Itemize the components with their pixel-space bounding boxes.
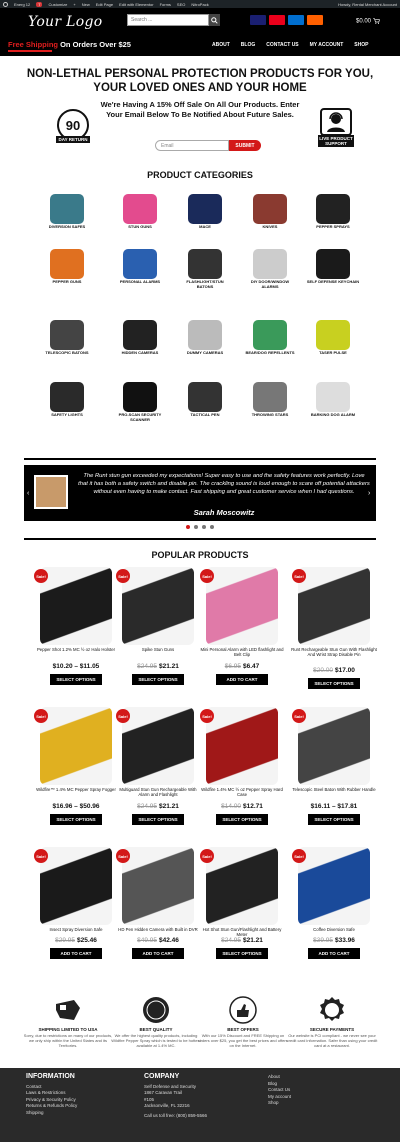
- return-badge-label: DAY RETURN: [56, 136, 90, 143]
- nav-my-account[interactable]: MY ACCOUNT: [309, 42, 344, 48]
- category-label: SAFETY LIGHTS: [51, 412, 83, 417]
- category-flashlight-stun-batons[interactable]: [178, 247, 232, 293]
- category-tactical-pen[interactable]: [178, 380, 232, 426]
- current-price: $42.46: [159, 937, 179, 944]
- discover-card-icon: [307, 15, 323, 25]
- footer-link-blog[interactable]: Blog: [268, 1080, 278, 1086]
- category-throwing-stars[interactable]: [243, 380, 297, 426]
- sale-badge: Sale!: [292, 849, 306, 863]
- category-knives[interactable]: [243, 192, 297, 238]
- feature-secure-payments: [286, 995, 378, 1048]
- nav-shop[interactable]: SHOP: [354, 42, 369, 48]
- category-safety-lights[interactable]: [40, 380, 94, 426]
- product-image[interactable]: [40, 847, 112, 925]
- slider-prev-arrow-icon[interactable]: ‹: [27, 490, 30, 497]
- category-hidden-cameras[interactable]: [113, 318, 167, 364]
- visa-card-icon: [250, 15, 266, 25]
- product-card: [30, 847, 122, 977]
- footer-company-suite: #105: [144, 1096, 155, 1102]
- old-price: $24.95: [221, 937, 241, 944]
- current-price: $10.20 – $11.05: [52, 663, 100, 670]
- product-name[interactable]: Telescopic Steel Baton With Rubber Handle: [292, 787, 376, 792]
- product-image[interactable]: [298, 847, 370, 925]
- slider-dots: [186, 525, 214, 529]
- sale-badge: Sale!: [200, 849, 214, 863]
- category-image: [188, 194, 222, 224]
- select-options-button[interactable]: SELECT OPTIONS: [132, 814, 184, 825]
- select-options-button[interactable]: SELECT OPTIONS: [216, 814, 268, 825]
- product-card: [288, 707, 380, 837]
- product-price: [112, 663, 204, 670]
- feature-title: BEST QUALITY: [139, 1027, 173, 1032]
- current-price: $6.47: [243, 663, 260, 670]
- feature-icon: [141, 995, 171, 1025]
- category-pro-scan-security-scanner[interactable]: [113, 380, 167, 426]
- support-label: LIVE PRODUCT SUPPORT: [319, 136, 353, 146]
- sale-badge: Sale!: [34, 709, 48, 723]
- category-label: TASER PULSE: [319, 350, 347, 355]
- category-image: [50, 382, 84, 412]
- current-price: $21.21: [243, 937, 263, 944]
- current-price: $25.46: [77, 937, 97, 944]
- testimonial-avatar: [34, 475, 68, 509]
- current-price: $12.71: [243, 803, 263, 810]
- sale-badge: Sale!: [116, 849, 130, 863]
- current-price: $21.21: [159, 803, 179, 810]
- current-price: $33.96: [335, 937, 355, 944]
- footer-company-title: COMPANY: [144, 1073, 180, 1080]
- category-image: [316, 194, 350, 224]
- footer-links: [268, 1074, 291, 1107]
- category-barking-dog-alarm[interactable]: [306, 380, 360, 426]
- category-image: [188, 249, 222, 279]
- product-card: [112, 707, 204, 837]
- slider-dot[interactable]: [194, 525, 198, 529]
- product-card: [288, 567, 380, 697]
- popular-products-title: POPULAR PRODUCTS: [151, 550, 249, 560]
- product-price: [288, 667, 380, 674]
- email-input[interactable]: Email: [155, 140, 229, 151]
- product-price: [196, 663, 288, 670]
- select-options-button[interactable]: SELECT OPTIONS: [308, 678, 360, 689]
- product-image[interactable]: [122, 707, 194, 785]
- feature-title: BEST OFFERS: [227, 1027, 259, 1032]
- category-personal-alarms[interactable]: [113, 247, 167, 293]
- current-price: $17.00: [335, 667, 355, 674]
- product-card: [30, 707, 122, 837]
- footer-company-name: Self Defense and Security: [144, 1083, 197, 1089]
- hero-headline-line-2: YOUR LOVED ONES AND YOUR HOME: [93, 82, 307, 94]
- product-image[interactable]: [206, 567, 278, 645]
- product-price: [196, 937, 288, 944]
- category-image: [316, 320, 350, 350]
- product-name[interactable]: Spike Stun Guns: [141, 647, 175, 652]
- feature-shipping-limited-to-usa: [22, 995, 114, 1048]
- current-price: $21.21: [159, 663, 179, 670]
- category-label: BEAR/DOG REPELLENTS: [245, 350, 295, 355]
- category-label: BARKING DOG ALARM: [310, 412, 356, 417]
- slider-dot[interactable]: [210, 525, 214, 529]
- feature-desc: With our 15% Discount and FREE Shipping on orders over $25, you get the best prices and offers on the Internet.: [198, 1033, 288, 1048]
- add-to-cart-button[interactable]: ADD TO CART: [216, 674, 268, 685]
- category-image: [253, 194, 287, 224]
- footer-information: [26, 1074, 77, 1116]
- category-self-defense-keychain[interactable]: [306, 247, 360, 293]
- product-card: [288, 847, 380, 977]
- product-card: [112, 847, 204, 977]
- category-bear-dog-repellents[interactable]: [243, 318, 297, 364]
- category-label: PEPPER GUNS: [52, 279, 82, 284]
- old-price: $29.95: [55, 937, 75, 944]
- feature-desc: Sorry, due to restrictions on many of our products, we only ship within the United States and its Territories.: [23, 1033, 113, 1048]
- category-label: THROWING STARS: [251, 412, 289, 417]
- category-diy-door-window-alarms[interactable]: [243, 247, 297, 293]
- product-name[interactable]: Multiguard Stun Gun Rechargeable With Alarm and Flashlight: [119, 787, 197, 798]
- sale-badge: Sale!: [292, 569, 306, 583]
- mastercard-icon: [269, 15, 285, 25]
- category-pepper-guns[interactable]: [40, 247, 94, 293]
- product-price: [112, 803, 204, 810]
- select-options-button[interactable]: SELECT OPTIONS: [216, 948, 268, 959]
- category-label: PERSONAL ALARMS: [119, 279, 161, 284]
- testimonial-slider: [24, 465, 376, 521]
- footer-info-title: INFORMATION: [26, 1073, 75, 1080]
- feature-desc: We offer the highest quality products, including Wildfire Pepper Spray which is tested to be hottest available at 1.4% MC.: [111, 1033, 201, 1048]
- category-label: HIDDEN CAMERAS: [121, 350, 159, 355]
- admin-item-customize[interactable]: Customize: [48, 1, 68, 7]
- footer-link-shop[interactable]: Shop: [268, 1100, 279, 1105]
- product-card: [196, 567, 288, 697]
- category-image: [253, 249, 287, 279]
- usa-flag-icon: [53, 995, 83, 1025]
- category-image: [188, 382, 222, 412]
- category-image: [253, 382, 287, 412]
- return-badge-icon: 90: [57, 109, 89, 141]
- wordpress-icon[interactable]: [3, 2, 8, 7]
- add-to-cart-button[interactable]: ADD TO CART: [132, 948, 184, 959]
- category-mace[interactable]: [178, 192, 232, 238]
- search-input[interactable]: Search ...: [127, 14, 209, 26]
- old-price: $6.95: [224, 663, 241, 670]
- sale-badge: Sale!: [116, 709, 130, 723]
- nav-blog[interactable]: BLOG: [240, 42, 256, 48]
- footer-link-contact-us[interactable]: Contact Us: [268, 1087, 291, 1092]
- hero-headline-line-1: NON-LETHAL PERSONAL PROTECTION PRODUCTS FOR YOU,: [26, 68, 374, 80]
- sale-badge: Sale!: [116, 569, 130, 583]
- category-label: KNIVES: [262, 224, 278, 229]
- cart-icon: [373, 18, 380, 24]
- category-image: [188, 320, 222, 350]
- free-shipping-highlight: Free Shipping: [8, 40, 59, 49]
- product-image[interactable]: [206, 847, 278, 925]
- product-image[interactable]: [206, 707, 278, 785]
- category-image: [123, 249, 157, 279]
- feature-best-offers: [197, 995, 289, 1048]
- free-shipping-underline: [8, 50, 52, 52]
- add-to-cart-button[interactable]: ADD TO CART: [308, 948, 360, 959]
- feature-title: SECURE PAYMENTS: [309, 1027, 355, 1032]
- footer-company-phone[interactable]: Call us toll free: (800) 859-5566: [144, 1112, 208, 1118]
- search-button[interactable]: [209, 14, 220, 26]
- admin-item-site[interactable]: Energ 12: [14, 1, 31, 7]
- category-image: [253, 320, 287, 350]
- category-label: DIVERSION SAFES: [48, 224, 86, 229]
- category-stun-guns[interactable]: [113, 192, 167, 238]
- product-card: [196, 707, 288, 837]
- feature-icon: [317, 995, 347, 1025]
- select-options-button[interactable]: SELECT OPTIONS: [50, 814, 102, 825]
- category-image: [50, 320, 84, 350]
- select-options-button[interactable]: SELECT OPTIONS: [308, 814, 360, 825]
- category-label: PRO-SCAN SECURITY SCANNER: [118, 412, 162, 422]
- payment-cards: [250, 15, 323, 25]
- cart-total[interactable]: [356, 18, 380, 25]
- product-price: [30, 937, 122, 944]
- product-image[interactable]: [298, 567, 370, 645]
- promo-text: We're Having A 15% Off Sale On All Our Products. Enter Your Email Below To Be Notified About Future Sales.: [100, 100, 300, 119]
- footer-link-shipping[interactable]: Shipping: [26, 1109, 44, 1115]
- sale-badge: Sale!: [34, 569, 48, 583]
- admin-howdy[interactable]: Howdy, Rental Merchant Account: [338, 1, 397, 7]
- feature-desc: Our website is PCI compliant - we never see your credit card information. Safer than using your credit card at a restaurant.: [286, 1033, 378, 1048]
- product-price: [112, 937, 204, 944]
- admin-bar: [0, 0, 400, 8]
- feature-icon: [53, 995, 83, 1025]
- testimonial-author: Sarah Moscowitz: [193, 508, 255, 517]
- free-shipping-text: On Orders Over $25: [58, 40, 131, 49]
- footer-link-returns[interactable]: Returns & Refunds Policy: [26, 1103, 78, 1108]
- secure-seal-icon: [317, 995, 347, 1025]
- category-image: [50, 249, 84, 279]
- category-pepper-sprays[interactable]: [306, 192, 360, 238]
- admin-item-forms[interactable]: Forms: [159, 1, 171, 7]
- footer-company: [144, 1074, 207, 1119]
- admin-item-nitropack[interactable]: NitroPack: [191, 1, 209, 7]
- main-nav: [212, 42, 368, 48]
- category-telescopic-batons[interactable]: [40, 318, 94, 364]
- category-label: PEPPER SPRAYS: [316, 224, 350, 229]
- old-price: $20.00: [313, 667, 333, 674]
- admin-item-elementor[interactable]: Edit with Elementor: [119, 1, 154, 7]
- product-image[interactable]: [298, 707, 370, 785]
- feature-icon: [228, 995, 258, 1025]
- product-image[interactable]: [40, 707, 112, 785]
- section-divider: [24, 538, 376, 540]
- category-label: SELF DEFENSE KEYCHAIN: [306, 279, 360, 284]
- category-image: [123, 320, 157, 350]
- product-image[interactable]: [122, 567, 194, 645]
- current-price: $16.11 – $17.81: [310, 803, 358, 810]
- footer-company-street: 1867 Caravan Trail: [144, 1090, 183, 1095]
- admin-count-badge: 7: [38, 1, 41, 7]
- product-name[interactable]: Pepper Shot 1.2% MC ½ oz Halo Holster: [36, 647, 116, 652]
- category-label: DIY DOOR/WINDOW ALARMS: [250, 279, 290, 289]
- old-price: $14.00: [221, 803, 241, 810]
- category-label: DUMMY CAMERAS: [186, 350, 224, 355]
- product-name[interactable]: Insect Spray Diversion Safe: [49, 927, 103, 932]
- category-label: TELESCOPIC BATONS: [45, 350, 89, 355]
- select-options-button[interactable]: SELECT OPTIONS: [50, 674, 102, 685]
- product-card: [112, 567, 204, 697]
- submit-button[interactable]: SUBMIT: [229, 140, 261, 151]
- hero-headline: [0, 67, 400, 95]
- feature-title: SHIPPING LIMITED TO USA: [38, 1027, 98, 1032]
- admin-item-new[interactable]: New: [81, 1, 90, 7]
- category-label: TACTICAL PEN: [190, 412, 220, 417]
- product-name[interactable]: HD Pen Hidden Camera with Built in DVR: [118, 927, 198, 932]
- slider-next-arrow-icon[interactable]: ›: [368, 490, 371, 497]
- old-price: $49.95: [137, 937, 157, 944]
- category-label: STUN GUNS: [128, 224, 152, 229]
- category-label: MACE: [199, 224, 211, 229]
- sale-badge: Sale!: [200, 569, 214, 583]
- product-name[interactable]: Runt Rechargeable Stun Gun With Flashlight And Wrist Strap Disable Pin: [291, 647, 377, 658]
- product-price: [30, 803, 122, 810]
- search-icon: [211, 17, 218, 24]
- product-price: [30, 663, 122, 670]
- site-footer: [0, 1068, 400, 1142]
- select-options-button[interactable]: SELECT OPTIONS: [132, 674, 184, 685]
- free-shipping-banner: [8, 40, 131, 49]
- slider-dot[interactable]: [202, 525, 206, 529]
- product-price: [196, 803, 288, 810]
- sale-badge: Sale!: [34, 849, 48, 863]
- support-icon: [320, 108, 352, 136]
- quality-badge-icon: [141, 995, 171, 1025]
- footer-link-privacy[interactable]: Privacy & Security Policy: [26, 1096, 76, 1102]
- category-image: [316, 382, 350, 412]
- product-image[interactable]: [40, 567, 112, 645]
- category-image: [316, 249, 350, 279]
- cart-amount: $0.00: [356, 18, 372, 25]
- product-name[interactable]: Mini Personal Alarm with LED flashlight and Belt Clip: [200, 647, 284, 658]
- nav-about[interactable]: ABOUT: [212, 42, 230, 48]
- section-divider: [24, 458, 376, 460]
- nav-contact-us[interactable]: CONTACT US: [266, 42, 299, 48]
- product-price: [288, 937, 380, 944]
- admin-item-seo[interactable]: SEO: [176, 1, 186, 7]
- footer-link-laws[interactable]: Laws & Restrictions: [26, 1090, 66, 1095]
- categories-title: PRODUCT CATEGORIES: [147, 170, 253, 180]
- product-card: [30, 567, 122, 697]
- current-price: $16.96 – $50.96: [52, 803, 100, 810]
- category-image: [123, 194, 157, 224]
- product-price: [288, 803, 380, 810]
- category-diversion-safes[interactable]: [40, 192, 94, 238]
- category-label: FLASHLIGHT/STUN BATONS: [186, 279, 224, 289]
- product-name[interactable]: Wildfire 1.4% MC ½ oz Pepper Spray Hard Case: [201, 787, 283, 798]
- admin-item-edit-page[interactable]: Edit Page: [95, 1, 114, 7]
- product-name[interactable]: Hot Shot Stun Gun/Flashlight and Battery Meter: [202, 927, 282, 938]
- old-price: $39.95: [313, 937, 333, 944]
- footer-link-my-account[interactable]: My account: [268, 1093, 292, 1099]
- old-price: $24.95: [137, 663, 157, 670]
- add-to-cart-button[interactable]: ADD TO CART: [50, 948, 102, 959]
- product-card: [196, 847, 288, 977]
- product-name[interactable]: Wildfire™ 1.4% MC Pepper Spray Fogger: [36, 787, 116, 792]
- old-price: $24.95: [137, 803, 157, 810]
- product-image[interactable]: [122, 847, 194, 925]
- footer-link-contact[interactable]: Contact: [26, 1083, 42, 1089]
- slider-dot[interactable]: [186, 525, 190, 529]
- site-logo[interactable]: Your Logo: [28, 14, 103, 30]
- amex-card-icon: [288, 15, 304, 25]
- footer-link-about[interactable]: About: [268, 1074, 280, 1079]
- admin-plus-icon: +: [73, 1, 76, 7]
- feature-best-quality: [110, 995, 202, 1048]
- sale-badge: Sale!: [292, 709, 306, 723]
- category-taser-pulse[interactable]: [306, 318, 360, 364]
- category-dummy-cameras[interactable]: [178, 318, 232, 364]
- category-image: [50, 194, 84, 224]
- thumbs-up-icon: [228, 995, 258, 1025]
- footer-company-city: Jacksonville, FL 32216: [144, 1103, 190, 1108]
- sale-badge: Sale!: [200, 709, 214, 723]
- testimonial-quote: The Runt stun gun exceeded my expectations! Super easy to use and the safety features work perfectly. Love that it has both a safety switch and disable pin. The crackling sound is loud enough to scare off potential attackers without even having to make contact. Fast shipping and great customer service when I had questions.: [78, 473, 370, 495]
- category-image: [123, 382, 157, 412]
- product-name[interactable]: Coffee Diversion Safe: [313, 927, 355, 932]
